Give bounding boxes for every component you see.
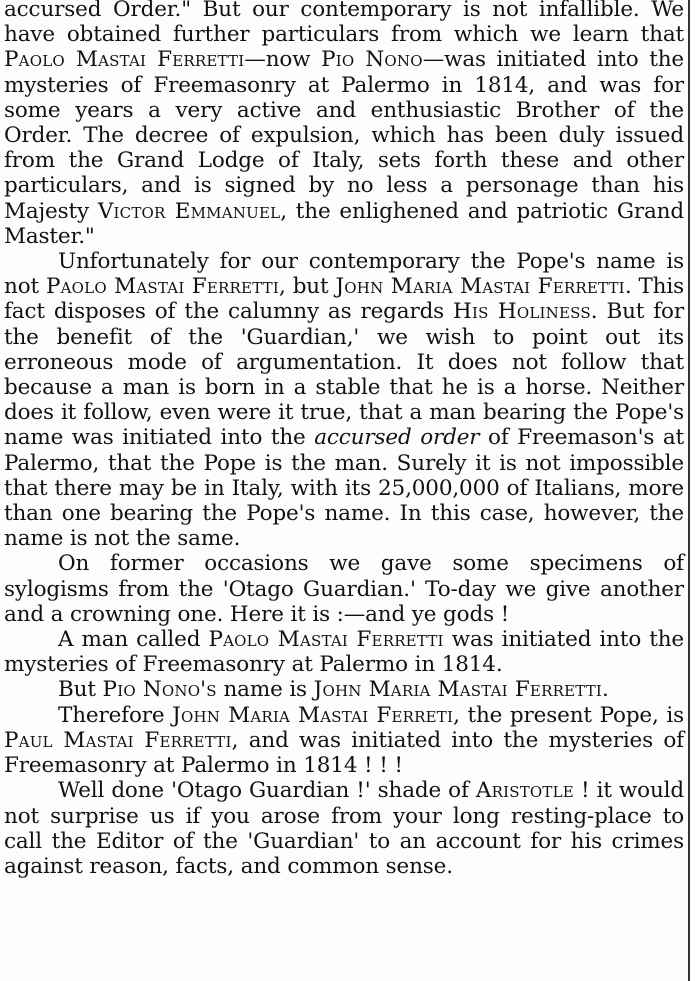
- name-paolo-mastai-ferretti: Paolo Mastai Ferretti: [45, 274, 280, 300]
- name-his-holiness: His Holiness: [453, 299, 591, 325]
- text: Therefore: [58, 702, 173, 728]
- name-victor-emmanuel: Victor Emmanuel: [97, 198, 281, 224]
- text: . This fact disposes of the calumny as regards: [4, 274, 684, 325]
- paragraph-7: [4, 778, 684, 879]
- text: was initiated into the mysteries of Freemasonry at Palermo in 1814.: [4, 627, 684, 678]
- column-rule: [688, 0, 690, 981]
- text: Unfortunately for our contemporary the Pope's name is not: [4, 249, 684, 300]
- text: , but: [279, 274, 336, 300]
- name-paul-mastai-ferretti: Paul Mastai Ferretti: [4, 727, 232, 753]
- text: But: [58, 677, 103, 703]
- paragraph-2: [4, 249, 684, 551]
- text: A man called: [58, 627, 209, 653]
- name-pio-nono: Pio Nono: [321, 47, 423, 73]
- text: —was initiated into the mysteries of Freemasonry at Palermo in 1814, and was for some years a very active and enthusiastic Brother of the Order. The decree of expulsion, which has been duly issued from the Grand Lodge of Italy, sets forth these and other particulars, and is signed by no less a personage than his Majesty: [4, 47, 684, 224]
- text: , and was initiated into the mysteries of Freemasonry at Palermo in 1814 ! ! !: [4, 727, 684, 779]
- paragraph-6: [4, 703, 684, 779]
- text: of Freemason's at Palermo, that the Pope is the man. Surely it is not impossible that there may be in Italy, with its 25,000,000 of Italians, more than one bearing the Pope's name. In this case, however, the name is not the same.: [4, 425, 685, 552]
- text: On former occasions we gave some specimens of sylogisms from the 'Otago Guardian.' To-day we give another and a crowning one. Here it is :—and ye gods !: [4, 551, 684, 627]
- text: ! it would not surprise us if you arose from your long resting-place to call the Editor of the 'Guardian' to an account for his crimes against reason, facts, and common sense.: [4, 778, 685, 879]
- text: —now: [244, 47, 322, 73]
- text: , the enlighened and patriotic Grand Master.": [4, 198, 684, 249]
- text: name is: [216, 677, 314, 703]
- name-aristotle: Aristotle: [475, 778, 574, 804]
- italic-accursed-order: accursed order: [314, 425, 480, 451]
- text: accursed Order." But our contemporary is not infallible. We have obtained further particulars from which we learn that: [4, 0, 684, 48]
- name-john-maria-mastai-ferreti: John Maria Mastai Ferreti: [172, 702, 454, 728]
- text: . But for the benefit of the 'Guardian,' we wish to point out its erroneous mode of argumentation. It does not follow that because a man is born in a stable that he is a horse. Neither does it follow, even were it true, that a man bearing the Pope's name was initiated into the: [4, 299, 684, 451]
- name-john-maria-mastai-ferretti: John Maria Mastai Ferretti: [313, 677, 603, 703]
- name-john-maria-mastai-ferretti: John Maria Mastai Ferretti: [335, 274, 625, 300]
- paragraph-3: [4, 551, 684, 627]
- name-paolo-mastai-ferretti: Paolo Mastai Ferretti: [4, 47, 245, 73]
- paragraph-4: [4, 627, 684, 677]
- text: , the present Pope, is: [453, 702, 684, 728]
- paragraph-5: [4, 677, 684, 702]
- text: .: [602, 677, 609, 703]
- text: Well done 'Otago Guardian !' shade of: [58, 778, 476, 804]
- name-paolo-mastai-ferretti: Paolo Mastai Ferretti: [208, 627, 444, 653]
- article-column: [4, 0, 684, 879]
- paragraph-1: [4, 0, 684, 249]
- name-pio-nono: Pio Nono's: [102, 677, 217, 703]
